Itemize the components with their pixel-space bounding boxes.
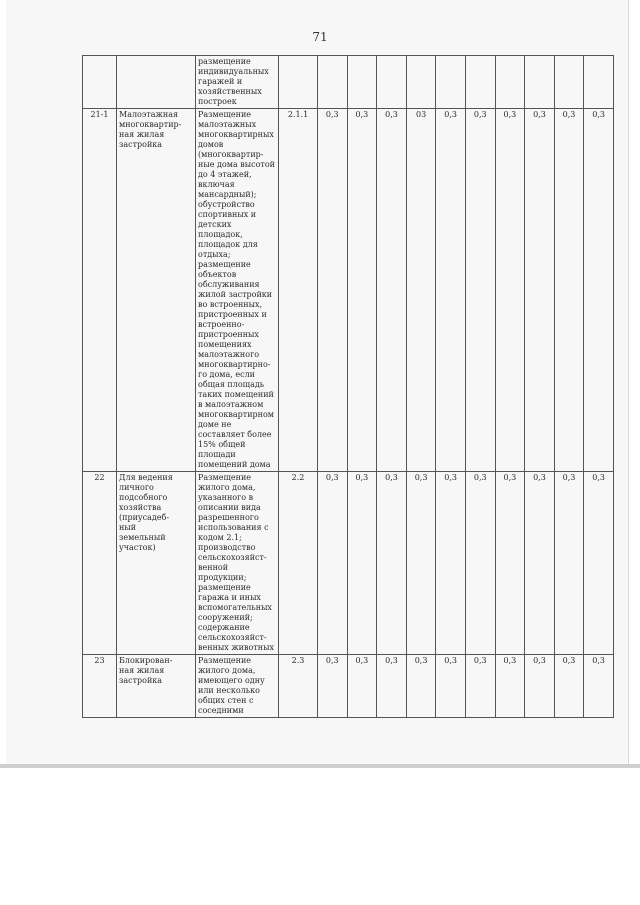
coefficient-cell: 0,3: [318, 655, 348, 718]
coefficient-cell: 0,3: [495, 109, 525, 472]
coefficient-cell: 0,3: [406, 472, 436, 655]
coefficient-cell: 0,3: [525, 109, 555, 472]
land-use-code-cell: 2.2: [279, 472, 318, 655]
land-use-description-cell: размещение индивидуальных гаражей и хозяйственных построек: [196, 56, 279, 109]
land-use-name-cell: Малоэтажная многоквартир- ная жилая застройка: [117, 109, 196, 472]
page-number: 71: [312, 30, 328, 44]
coefficient-cell: 0,3: [377, 655, 407, 718]
land-use-code-cell: 2.3: [279, 655, 318, 718]
land-use-code-cell: 2.1.1: [279, 109, 318, 472]
scan-edge: [0, 764, 640, 768]
coefficient-cell: 0,3: [347, 472, 377, 655]
coefficient-cell: [406, 56, 436, 109]
coefficient-cell: 0,3: [554, 472, 584, 655]
coefficient-cell: 0,3: [318, 472, 348, 655]
coefficient-cell: [495, 56, 525, 109]
coefficient-cell: 0,3: [406, 655, 436, 718]
coefficient-cell: 0,3: [465, 109, 495, 472]
coefficient-cell: [377, 56, 407, 109]
coefficient-cell: 0,3: [347, 109, 377, 472]
coefficient-cell: 0,3: [465, 655, 495, 718]
coefficient-cell: 0,3: [465, 472, 495, 655]
coefficient-cell: 0,3: [436, 109, 466, 472]
coefficient-cell: 03: [406, 109, 436, 472]
row-number-cell: 22: [83, 472, 117, 655]
coefficient-cell: 0,3: [584, 109, 614, 472]
land-use-description-cell: Размещение жилого дома, указанного в описании вида разрешенного использования с кодом 2.1; производство сельскохозяйст- венной продукции; размещение гаража и иных вспомогательных сооружений; содержание сельскохозяйст- венных животных: [196, 472, 279, 655]
coefficient-cell: 0,3: [525, 655, 555, 718]
land-use-name-cell: Блокирован- ная жилая застройка: [117, 655, 196, 718]
coefficient-cell: 0,3: [554, 109, 584, 472]
coefficient-cell: 0,3: [584, 472, 614, 655]
coefficient-cell: [584, 56, 614, 109]
table-row: [83, 56, 614, 109]
coefficient-cell: 0,3: [495, 472, 525, 655]
land-use-code-cell: [279, 56, 318, 109]
coefficient-cell: 0,3: [318, 109, 348, 472]
coefficient-cell: 0,3: [436, 472, 466, 655]
coefficient-cell: 0,3: [554, 655, 584, 718]
land-use-name-cell: Для ведения личного подсобного хозяйства (приусадеб- ный земельный участок): [117, 472, 196, 655]
coefficient-cell: 0,3: [436, 655, 466, 718]
row-number-cell: 21-1: [83, 109, 117, 472]
land-use-description-cell: Размещение жилого дома, имеющего одну или несколько общих стен с соседними: [196, 655, 279, 718]
coefficient-cell: [465, 56, 495, 109]
coefficient-cell: 0,3: [495, 655, 525, 718]
coefficient-cell: [525, 56, 555, 109]
coefficient-cell: [318, 56, 348, 109]
coefficient-cell: 0,3: [525, 472, 555, 655]
coefficient-cell: [554, 56, 584, 109]
coefficient-cell: 0,3: [584, 655, 614, 718]
coefficient-cell: [436, 56, 466, 109]
land-use-name-cell: [117, 56, 196, 109]
land-use-description-cell: Размещение малоэтажных многоквартирных домов (многоквартир- ные дома высотой до 4 этажей, включая мансардный); обустройство спортивных и детских площадок, площадок для отдыха; размещение объектов обслуживания жилой застройки во встроенных, пристроенных и встроенно- пристроенных помещениях малоэтажного многоквартирно- го дома, если общая площадь таких помещений в малоэтажном многоквартирном доме не составляет более 15% общей площади помещений дома: [196, 109, 279, 472]
coefficient-cell: 0,3: [347, 655, 377, 718]
table-row: [83, 655, 614, 718]
table-row: [83, 109, 614, 472]
row-number-cell: [83, 56, 117, 109]
coefficient-cell: 0,3: [377, 472, 407, 655]
row-number-cell: 23: [83, 655, 117, 718]
table-row: [83, 472, 614, 655]
coefficient-cell: 0,3: [377, 109, 407, 472]
coefficient-cell: [347, 56, 377, 109]
land-use-table: [82, 55, 614, 718]
